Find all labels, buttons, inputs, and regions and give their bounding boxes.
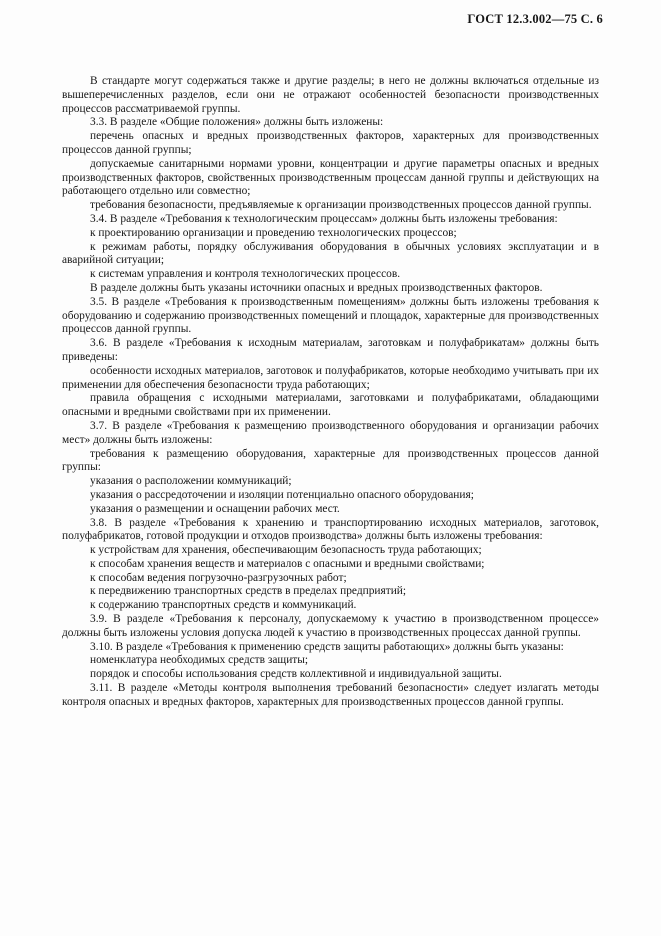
paragraph: допускаемые санитарными нормами уровни, концентрации и другие параметры опасных и вредных производственных факторов, свойственных производственным процессам данной группы и действующих на работающего отдельно или совместно; [62, 157, 599, 198]
paragraph: указания о размещении и оснащении рабочих мест. [90, 502, 340, 515]
clause-3-4: 3.4. В разделе «Требования к технологическим процессам» должны быть изложены требования: [90, 212, 558, 225]
clause-3-5: 3.5. В разделе «Требования к производственным помещениям» должны быть изложены требования к оборудованию и содержанию производственных помещений и площадок, характерные для производственных процессов данной группы. [62, 295, 599, 336]
paragraph: перечень опасных и вредных производственных факторов, характерных для производственных процессов данной группы; [62, 130, 599, 156]
paragraph: требования безопасности, предъявляемые к организации производственных процессов данной группы. [90, 199, 592, 212]
paragraph: В стандарте могут содержаться также и другие разделы; в него не должны включаться отдельные из вышеперечисленных разделов, если они не отражают особенностей безопасности производственных процессов рассматриваемой группы. [62, 75, 599, 115]
paragraph: В разделе должны быть указаны источники опасных и вредных производственных факторов. [90, 281, 543, 294]
paragraph: особенности исходных материалов, заготовок и полуфабрикатов, которые необходимо учитывать при их применении для обеспечения безопасности труда работающих; [62, 364, 599, 391]
paragraph: номенклатура необходимых средств защиты; [90, 654, 309, 667]
clause-3-7: 3.7. В разделе «Требования к размещению производственного оборудования и организации рабочих мест» должны быть изложены: [62, 419, 599, 446]
clause-3-10: 3.10. В разделе «Требования к применению средств защиты работающих» должны быть указаны: [90, 640, 564, 653]
paragraph: указания о расположении коммуникаций; [90, 475, 292, 488]
paragraph: к содержанию транспортных средств и коммуникаций. [90, 599, 357, 612]
running-head: ГОСТ 12.3.002—75 С. 6 [467, 12, 603, 26]
clause-3-6: 3.6. В разделе «Требования к исходным материалам, заготовкам и полуфабрикатам» должны быть приведены: [62, 337, 599, 363]
clause-3-8: 3.8. В разделе «Требования к хранению и транспортированию исходных материалов, заготовок, полуфабрикатов, готовой продукции и отходов производства» должны быть изложены требования: [62, 516, 599, 543]
paragraph: требования к размещению оборудования, характерные для производственных процессов данной группы: [62, 447, 599, 474]
paragraph: к режимам работы, порядку обслуживания оборудования в обычных условиях эксплуатации и в аварийной ситуации; [62, 240, 599, 267]
paragraph: порядок и способы использования средств коллективной и индивидуальной защиты. [90, 668, 502, 681]
paragraph: к устройствам для хранения, обеспечивающим безопасность труда работающих; [90, 544, 482, 557]
clause-3-11: 3.11. В разделе «Методы контроля выполнения требований безопасности» следует излагать методы контроля опасных и вредных факторов, характерных для производственных процессов данной группы. [62, 682, 599, 708]
paragraph: к способам хранения веществ и материалов с опасными и вредными свойствами; [90, 557, 485, 570]
paragraph: указания о рассредоточении и изоляции потенциально опасного оборудования; [90, 488, 474, 501]
document-body [62, 75, 599, 710]
paragraph: к способам ведения погрузочно-разгрузочных работ; [90, 571, 347, 584]
paragraph: к системам управления и контроля технологических процессов. [90, 268, 401, 281]
clause-3-9: 3.9. В разделе «Требования к персоналу, допускаемому к участию в производственном процессе» должны быть изложены условия допуска людей к участию в производственных процессах данной группы. [62, 613, 599, 639]
paragraph: к передвижению транспортных средств в пределах предприятий; [90, 585, 407, 598]
paragraph: к проектированию организации и проведению технологических процессов; [90, 226, 457, 239]
paragraph: правила обращения с исходными материалами, заготовками и полуфабрикатами, обладающими опасными и вредными свойствами при их применении. [62, 392, 599, 419]
clause-3-3: 3.3. В разделе «Общие положения» должны быть изложены: [90, 116, 384, 129]
